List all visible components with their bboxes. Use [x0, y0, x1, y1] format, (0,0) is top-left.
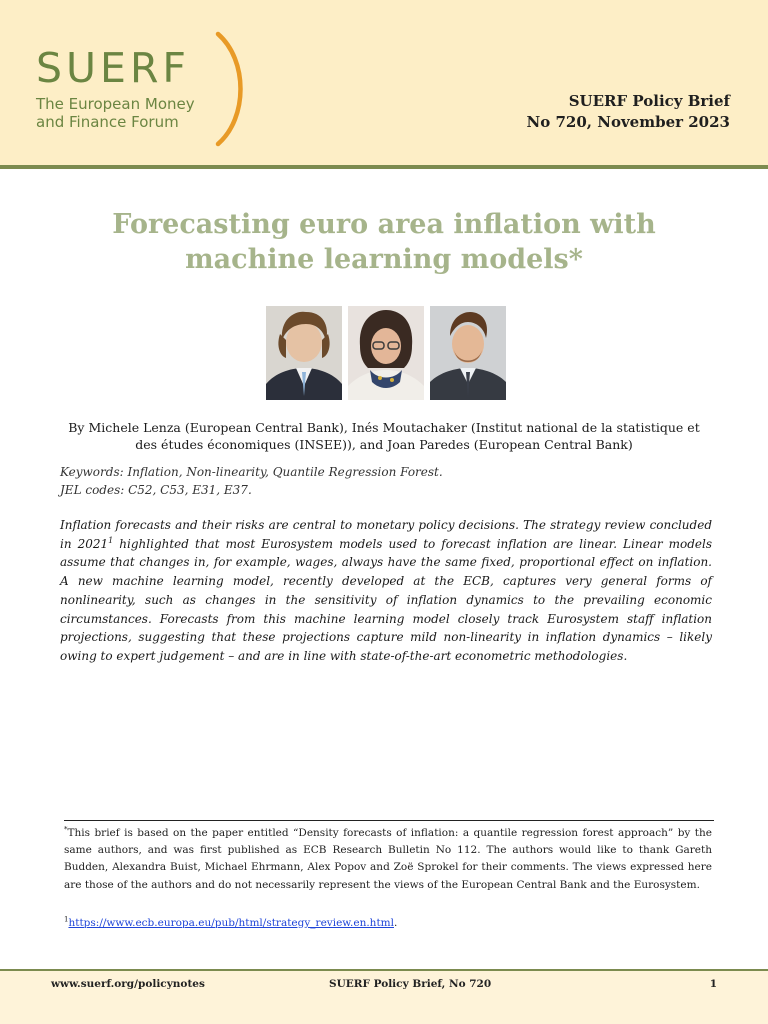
- logo-arc-icon: [214, 30, 250, 148]
- footnote-1: [64, 915, 397, 931]
- suerf-logo[interactable]: [36, 44, 236, 148]
- brief-number-date: No 720, November 2023: [526, 113, 730, 131]
- brief-identifier: [527, 91, 730, 133]
- page-title: [60, 207, 708, 277]
- logo-tagline: [36, 95, 195, 131]
- jel-codes-line: JEL codes: C52, C53, E31, E37.: [60, 483, 252, 497]
- title-line1: Forecasting euro area inflation with: [112, 209, 656, 240]
- footnote-1-mark: 1: [64, 915, 69, 924]
- title-line2: machine learning models*: [185, 244, 583, 275]
- author-photo-joan-paredes: [430, 306, 506, 400]
- footnote-1-suffix: .: [393, 917, 398, 929]
- abstract-text-part1: Inflation forecasts and their risks are central to monetary policy decisions. The strategy review concluded in 2021: [60, 518, 712, 551]
- author-photo-ines-moutachaker: [348, 306, 424, 400]
- abstract-footnote-mark[interactable]: 1: [108, 535, 114, 545]
- logo-tagline-line2: and Finance Forum: [36, 113, 179, 131]
- byline-line1: By Michele Lenza (European Central Bank), Inés Moutachaker (Institut national de la statistique et: [68, 420, 700, 435]
- footer-page-number: 1: [709, 978, 717, 990]
- footnote-star-text: This brief is based on the paper entitled “Density forecasts of inflation: a quantile regression forest approach” by the same authors, and was first published as ECB Research Bulletin No 112. The authors would like to thank Gareth Budden, Alexandra Buist, Michael Ehrmann, Alex Popov and Zoë Sprokel for their comments. The views expressed here are those of the authors and do not necessarily represent the views of the European Central Bank and the Eurosystem.: [64, 827, 712, 891]
- page-body: [0, 169, 768, 1024]
- footnote-divider: [64, 820, 714, 821]
- abstract-paragraph: [60, 516, 712, 666]
- abstract-text-part2: highlighted that most Eurosystem models used to forecast inflation are linear. Linear models assume that changes in, for example, wages, always have the same fixed, proportional effect on inflation. A new machine learning model, recently developed at the ECB, captures very general forms of nonlinearity, such as changes in the sensitivity of inflation dynamics to the prevailing economic circumstances. Forecasts from this machine learning model closely track Eurosystem staff inflation projections, suggesting that these projections capture mild non-linearity in inflation dynamics – likely owing to expert judgement – and are in line with state-of-the-art econometric methodologies.: [60, 536, 713, 663]
- logo-tagline-line1: The European Money: [36, 95, 195, 113]
- footer-series-label: SUERF Policy Brief, No 720: [329, 978, 492, 990]
- brief-series: SUERF Policy Brief: [568, 92, 730, 110]
- logo-wordmark: SUERF: [36, 44, 191, 92]
- page-footer: [0, 971, 768, 1024]
- footnote-star: [64, 825, 712, 894]
- author-photos: [266, 306, 506, 400]
- footnote-1-link[interactable]: https://www.ecb.europa.eu/pub/html/strategy_review.en.html: [68, 917, 394, 929]
- byline-line2: des études économiques (INSEE)), and Joan Paredes (European Central Bank): [135, 437, 633, 452]
- keywords-block: [60, 463, 710, 499]
- keywords-line: Keywords: Inflation, Non-linearity, Quantile Regression Forest.: [60, 465, 443, 479]
- header-band: [0, 0, 768, 165]
- footnote-star-mark: *: [64, 825, 68, 834]
- author-photo-michele-lenza: [266, 306, 342, 400]
- footer-website-link[interactable]: www.suerf.org/policynotes: [51, 978, 205, 990]
- author-byline: [58, 419, 710, 453]
